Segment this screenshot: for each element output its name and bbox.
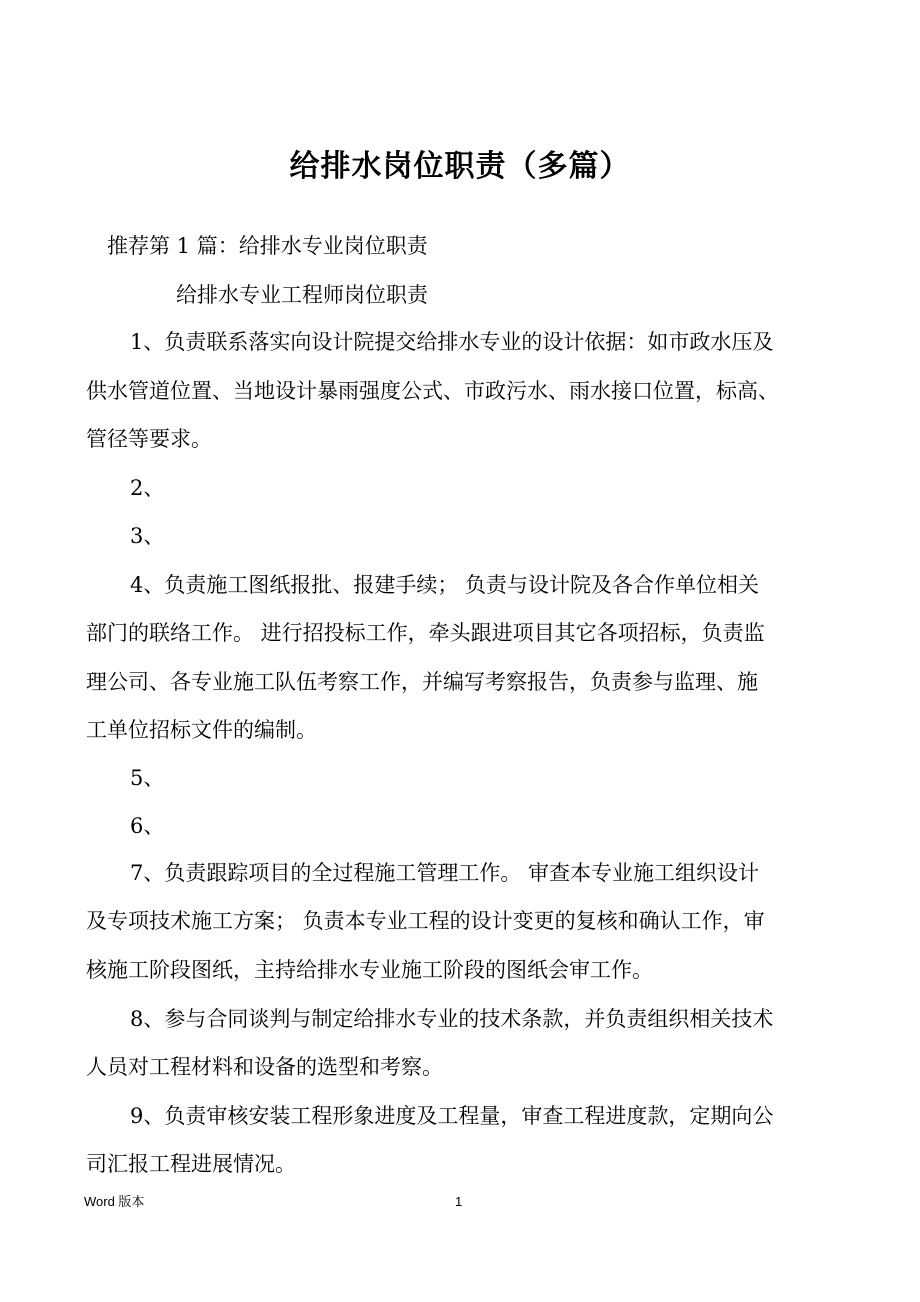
duty-item-8-line-1: 8、参与合同谈判与制定给排水专业的技术条款，并负责组织相关技术 <box>130 1007 774 1031</box>
duty-item-1-line-3: 管径等要求。 <box>86 427 212 451</box>
duty-item-4-line-4: 工单位招标文件的编制。 <box>86 718 317 742</box>
duty-item-5: 5、 <box>130 766 165 790</box>
duty-item-7-line-2: 及专项技术施工方案； 负责本专业工程的设计变更的复核和确认工作，审 <box>86 909 765 933</box>
page-number: 1 <box>455 1194 463 1209</box>
section-heading: 给排水专业工程师岗位职责 <box>176 283 428 307</box>
duty-item-9-line-1: 9、负责审核安装工程形象进度及工程量，审查工程进度款，定期向公 <box>130 1104 774 1128</box>
duty-item-6: 6、 <box>130 814 165 838</box>
duty-item-4-line-3: 理公司、各专业施工队伍考察工作，并编写考察报告，负责参与监理、施 <box>86 670 758 694</box>
duty-item-4-line-1: 4、负责施工图纸报批、报建手续； 负责与设计院及各合作单位相关 <box>130 573 760 597</box>
duty-item-8-line-2: 人员对工程材料和设备的选型和考察。 <box>86 1055 443 1079</box>
duty-item-1-line-2: 供水管道位置、当地设计暴雨强度公式、市政污水、雨水接口位置，标高、 <box>86 379 779 403</box>
duty-item-7-line-3: 核施工阶段图纸，主持给排水专业施工阶段的图纸会审工作。 <box>86 958 653 982</box>
duty-item-4-line-2: 部门的联络工作。 进行招投标工作，牵头跟进项目其它各项招标，负责监 <box>86 621 765 645</box>
duty-item-1-line-1: 1、负责联系落实向设计院提交给排水专业的设计依据：如市政水压及 <box>130 330 774 354</box>
duty-item-7-line-1: 7、负责跟踪项目的全过程施工管理工作。 审查本专业施工组织设计 <box>130 861 760 885</box>
recommendation-heading: 推荐第 1 篇：给排水专业岗位职责 <box>107 234 428 258</box>
duty-item-9-line-2: 司汇报工程进展情况。 <box>86 1152 296 1176</box>
document-title: 给排水岗位职责（多篇） <box>289 149 631 184</box>
duty-item-3: 3、 <box>130 524 165 548</box>
duty-item-2: 2、 <box>130 476 165 500</box>
footer-version-label: Word 版本 <box>84 1194 145 1209</box>
